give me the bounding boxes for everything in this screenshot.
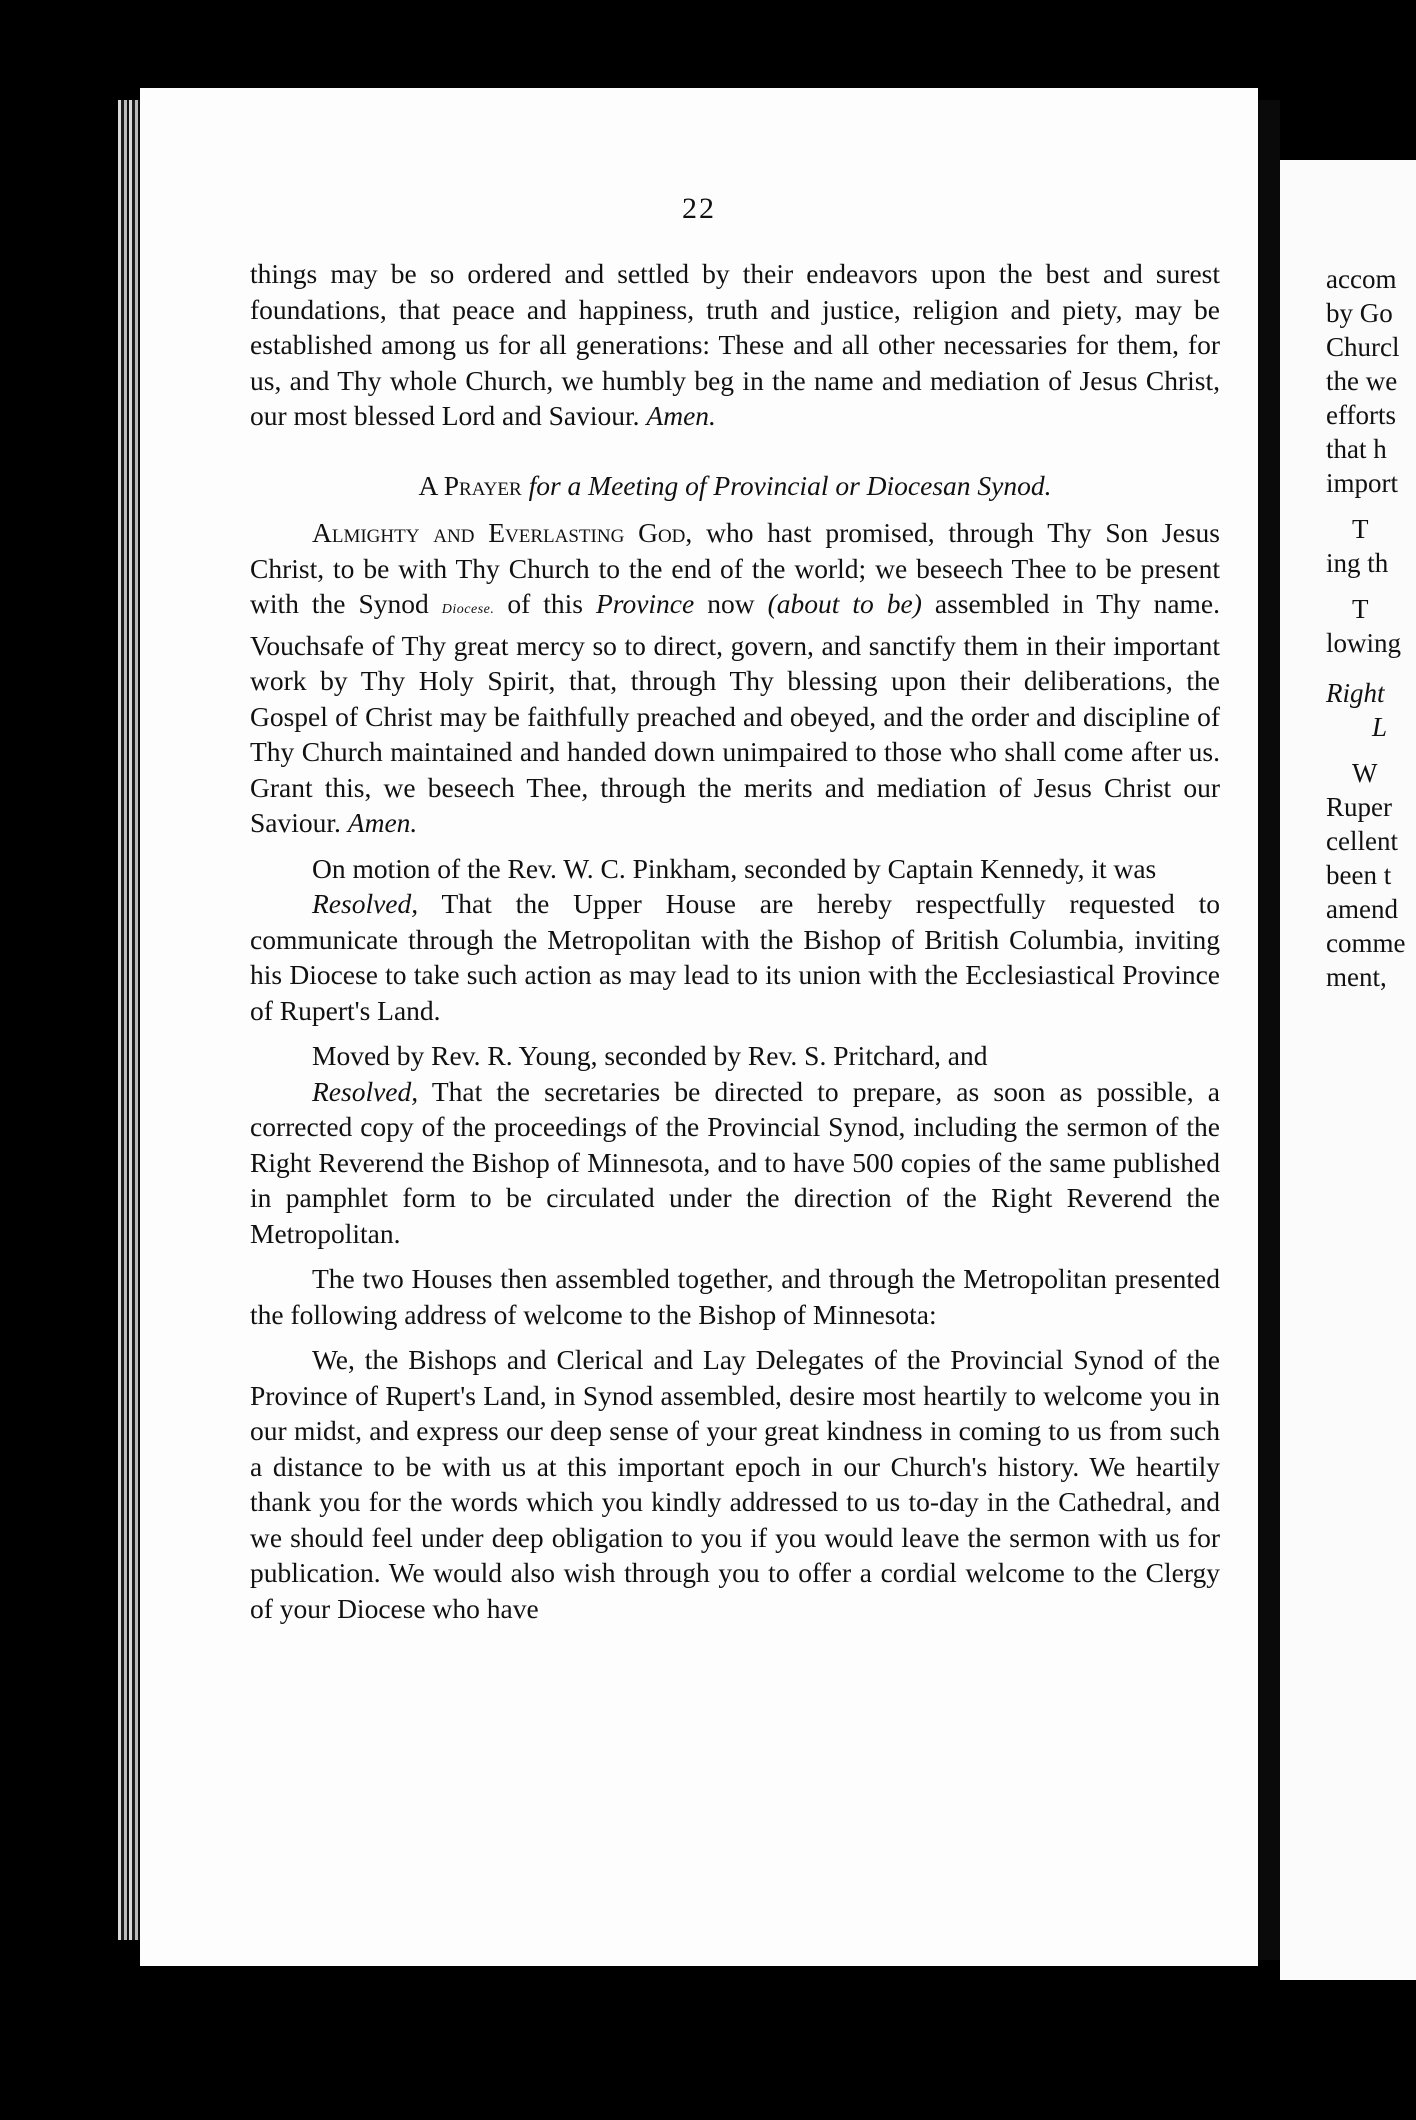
facing-text-line: ment, bbox=[1326, 962, 1387, 992]
province-word: Province bbox=[595, 588, 695, 619]
facing-text-line: T bbox=[1352, 594, 1369, 624]
facing-text-line: by Go bbox=[1326, 298, 1393, 328]
facing-text-line: W bbox=[1352, 758, 1378, 788]
facing-text-line: amend bbox=[1326, 894, 1398, 924]
facing-text-line: been t bbox=[1326, 860, 1392, 890]
facing-text-line: cellent bbox=[1326, 826, 1398, 856]
facing-text-line: Ruper bbox=[1326, 792, 1392, 822]
amen: Amen. bbox=[347, 807, 418, 838]
resolved-word: Resolved, bbox=[312, 888, 419, 919]
facing-text-line: that h bbox=[1326, 434, 1387, 464]
prayer-text bbox=[250, 515, 1220, 841]
prayer-part: of this bbox=[494, 588, 596, 619]
houses-paragraph: The two Houses then assembled together, and through the Metropolitan presented the following address of welcome to the Bishop of Minnesota: bbox=[250, 1263, 1220, 1330]
paragraph-continued bbox=[250, 256, 1220, 434]
facing-text-line: import bbox=[1326, 468, 1398, 498]
facing-text-line: comme bbox=[1326, 928, 1406, 958]
facing-text-line: L bbox=[1372, 712, 1388, 742]
heading-lead: A Prayer bbox=[418, 469, 522, 501]
prayer-part: who hast promised, through Thy Son Jesus Christ, to be with Thy Church to the end of the world; we beseech Thee to be present with the Synod bbox=[250, 517, 1220, 619]
prayer-part: now bbox=[694, 588, 768, 619]
facing-text-line: efforts bbox=[1326, 400, 1396, 430]
resolution-paragraph bbox=[250, 1074, 1220, 1252]
facing-text-line: T bbox=[1352, 514, 1369, 544]
prayer-heading bbox=[250, 468, 1220, 504]
book-gutter bbox=[1258, 100, 1280, 1960]
facing-text-line: Right bbox=[1326, 678, 1385, 708]
resolution-text: That the Upper House are hereby respectfully requested to communicate through the Metropolitan with the Bishop of British Columbia, inviting his Diocese to take such action as may lead to its union with the Ecclesiastical Province of Rupert's Land. bbox=[250, 888, 1220, 1026]
about-to-be: (about to be) bbox=[767, 588, 922, 619]
facing-page bbox=[1280, 160, 1416, 1980]
paragraph-text: things may be so ordered and settled by their endeavors upon the best and surest foundations, that peace and happiness, truth and justice, religion and piety, may be established among us for all generations: These and all other necessaries for them, for us, and Thy whole Church, we humbly beg in the name and mediation of Jesus Christ, our most blessed Lord and Saviour. bbox=[250, 258, 1220, 431]
motion-paragraph: On motion of the Rev. W. C. Pinkham, seconded by Captain Kennedy, it was bbox=[312, 852, 1157, 884]
diocese-note: Diocese. bbox=[441, 602, 495, 617]
motion-paragraph: Moved by Rev. R. Young, seconded by Rev. S. Pritchard, and bbox=[312, 1040, 988, 1071]
heading-title: for a Meeting of Provincial or Diocesan Synod. bbox=[528, 469, 1052, 501]
facing-text-line: accom bbox=[1326, 264, 1397, 294]
page-text bbox=[250, 256, 1220, 1626]
resolved-word: Resolved, bbox=[312, 1075, 419, 1107]
facing-text-line: the we bbox=[1326, 366, 1398, 396]
page-number: 22 bbox=[682, 192, 716, 225]
amen: Amen. bbox=[646, 400, 716, 431]
resolution-text: That the secretaries be directed to prepare, as soon as possible, a corrected copy of the proceedings of the Provincial Synod, including the sermon of the Right Reverend the Bishop of Minnesota, and to have 500 copies of the same published in pamphlet form to be circulated under the direction of the Right Reverend the Metropolitan. bbox=[250, 1075, 1220, 1249]
resolution-paragraph bbox=[250, 886, 1220, 1028]
facing-text-line: Churcl bbox=[1326, 332, 1400, 362]
prayer-part: assembled in Thy name. Vouchsafe of Thy great mercy so to direct, govern, and sanctify them in their important work by Thy Holy Spirit, that, through Thy blessing upon their deliberations, the Gospel of Christ may be faithfully preached and obeyed, and the order and discipline of Thy Church maintained and handed down unimpaired to those who shall come after us. Grant this, we beseech Thee, through the merits and mediation of Jesus Christ our Saviour. bbox=[250, 588, 1221, 838]
prayer-lead: Almighty and Everlasting God, bbox=[312, 517, 693, 548]
book-page bbox=[140, 88, 1258, 1966]
facing-text-line: ing th bbox=[1326, 548, 1389, 578]
facing-text-line: lowing bbox=[1326, 628, 1402, 658]
address-paragraph: We, the Bishops and Clerical and Lay Delegates of the Provincial Synod of the Province of Rupert's Land, in Synod assembled, desire most heartily to welcome you in our midst, and express our deep sense of your great kindness in coming to us from such a distance to be with us at this important epoch in our Church's history. We heartily thank you for the words which you kindly addressed to us to-day in the Cathedral, and we should feel under deep obligation to you if you would leave the sermon with us for publication. We would also wish through you to offer a cordial welcome to the Clergy of your Diocese who have bbox=[250, 1344, 1220, 1624]
